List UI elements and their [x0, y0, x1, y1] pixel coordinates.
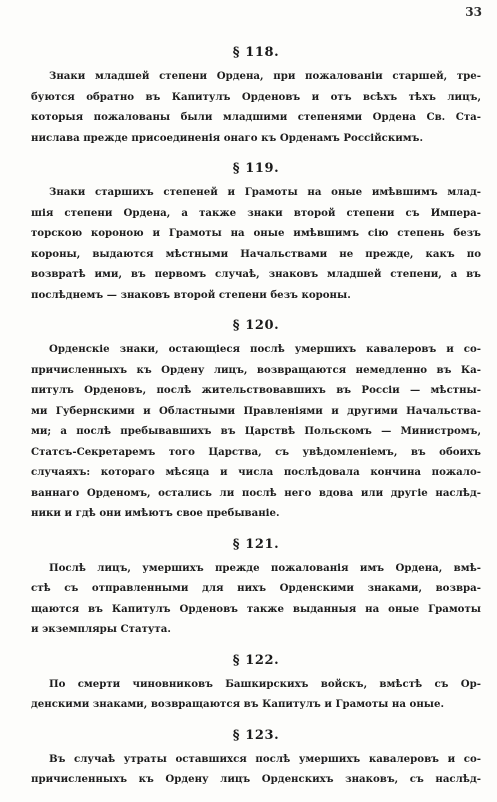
section-heading: § 119.: [232, 161, 280, 176]
text-line: Статсъ-Секретаремъ того Царства, съ увѣдомленіемъ, въ обоихъ: [31, 445, 481, 458]
text-line: Въ случаѣ утраты оставшихся послѣ умершихъ кавалеровъ и со-: [49, 752, 481, 765]
section-122: [31, 652, 481, 715]
text-line: буются обратно въ Капитулъ Орденовъ и отъ всѣхъ тѣхъ лицъ,: [31, 90, 481, 103]
section-heading: § 122.: [232, 652, 280, 668]
text-line: Знаки младшей степени Ордена, при пожалованіи старшей, тре-: [49, 70, 481, 82]
section-heading: § 123.: [232, 727, 280, 743]
text-line: денскими знаками, возвращаются въ Капитулъ и Грамоты на оные.: [31, 698, 445, 710]
section-text: [31, 749, 481, 790]
section-121: [31, 536, 481, 640]
section-120: [31, 317, 481, 524]
section-text: [31, 674, 481, 715]
text-line: и экземпляры Статута.: [31, 623, 171, 635]
text-line: случаяхъ: котораго мѣсяца и числа послѣдовала кончина пожало-: [31, 466, 481, 478]
text-line: причисленныхъ къ Ордену лицъ, возвращаются немедленно въ Ка-: [31, 363, 481, 376]
section-heading: § 120.: [232, 318, 280, 333]
section-heading: § 121.: [232, 536, 280, 552]
text-line: торскою короною и Грамоты на оные имѣвшимъ сію степень безъ: [31, 227, 481, 239]
text-line: ми; а послѣ пребывавшихъ въ Царствѣ Польскомъ — Министромъ,: [31, 425, 481, 437]
text-line: которыя пожалованы были младшими степенями Ордена Св. Ста-: [31, 111, 481, 123]
text-line: Послѣ лицъ, умершихъ прежде пожалованія имъ Ордена, вмѣ-: [49, 561, 481, 574]
document-body: [31, 44, 481, 802]
text-line: питулъ Орденовъ, послѣ жительствовавшихъ въ Россіи — мѣстны-: [31, 384, 481, 396]
page-number: 33: [465, 5, 482, 19]
section-text: [31, 182, 481, 305]
section-118: [31, 44, 481, 148]
section-text: [31, 66, 481, 148]
text-line: возвратѣ ими, въ первомъ случаѣ, знаковъ младшей степени, а въ: [31, 268, 481, 280]
section-heading: § 118.: [232, 45, 280, 60]
section-119: [31, 160, 481, 305]
section-text: [31, 339, 481, 524]
text-line: ми Губернскими и Областными Правленіями и другими Начальства-: [31, 404, 481, 417]
text-line: По смерти чиновниковъ Башкирскихъ войскъ, вмѣстѣ съ Ор-: [49, 677, 481, 690]
text-line: Орденскіе знаки, остающіеся послѣ умершихъ кавалеровъ и со-: [49, 343, 481, 355]
text-line: послѣднемъ — знаковъ второй степени безъ короны.: [31, 288, 351, 301]
text-line: щаются въ Капитулъ Орденовъ также выданныя на оные Грамоты: [31, 602, 481, 615]
text-line: нислава прежде присоединенія онаго къ Орденамъ Россійскимъ.: [31, 131, 423, 144]
text-line: шія степени Ордена, а также знаки второй степени съ Импера-: [31, 206, 481, 219]
text-line: Знаки старшихъ степеней и Грамоты на оные имѣвшимъ млад-: [49, 186, 481, 198]
text-line: ники и гдѣ они имѣютъ свое пребываніе.: [31, 507, 280, 519]
text-line: стѣ съ отправленными для нихъ Орденскими знаками, возвра-: [31, 582, 481, 594]
text-line: причисленныхъ къ Ордену лицъ Орденскихъ знаковъ, съ наслѣд-: [31, 773, 481, 785]
text-line: ваннаго Орденомъ, остались ли послѣ него вдова или другіе наслѣд-: [31, 486, 481, 499]
section-text: [31, 558, 481, 640]
text-line: короны, выдаются мѣстными Начальствами не прежде, какъ по: [31, 247, 481, 260]
section-123: [31, 727, 481, 790]
